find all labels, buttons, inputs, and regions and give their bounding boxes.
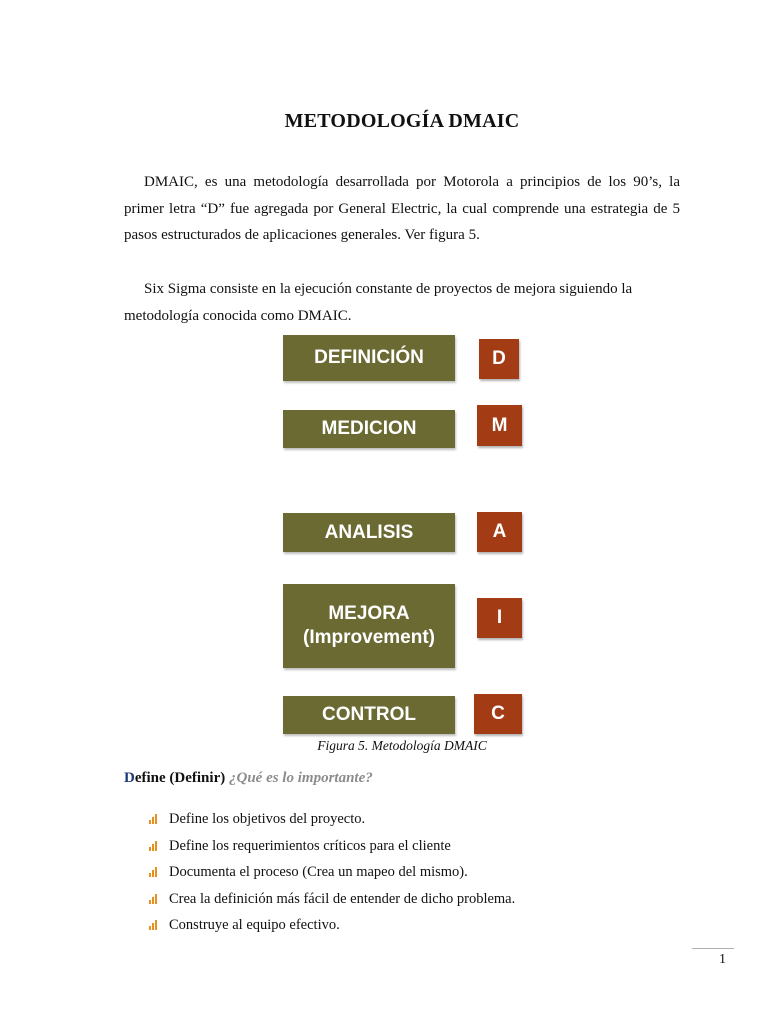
- bar-chart-icon: [148, 814, 160, 824]
- page-number: 1: [719, 952, 726, 967]
- bar-chart-icon: [148, 894, 160, 904]
- bar-chart-icon: [148, 920, 160, 930]
- letter-i: I: [477, 598, 522, 638]
- footer-divider: [692, 948, 734, 949]
- define-heading-rest: efine (Definir): [134, 770, 226, 786]
- six-sigma-paragraph: [124, 276, 680, 329]
- letter-d: D: [479, 339, 519, 379]
- bullet-text: Define los objetivos del proyecto.: [169, 811, 366, 827]
- bullet-text: Crea la definición más fácil de entender de dicho problema.: [169, 890, 516, 907]
- step-mejora: [283, 584, 455, 668]
- define-heading: [124, 770, 373, 787]
- list-item: [148, 859, 515, 886]
- step-medicion: MEDICION: [283, 410, 455, 448]
- step-definicion: DEFINICIÓN: [283, 335, 455, 381]
- step-mejora-line-1: MEJORA: [328, 603, 410, 624]
- letter-m: M: [477, 405, 522, 446]
- six-sigma-line-2: metodología conocida como DMAIC.: [124, 307, 352, 324]
- bar-chart-icon: [148, 841, 160, 851]
- letter-c: C: [474, 694, 522, 734]
- list-item: [148, 886, 515, 913]
- letter-a: A: [477, 512, 522, 552]
- list-item: [148, 833, 515, 860]
- step-mejora-line-2: (Improvement): [303, 627, 435, 648]
- page-title: METODOLOGÍA DMAIC: [284, 110, 520, 132]
- define-bullet-list: [148, 806, 515, 939]
- figure-caption: Figura 5. Metodología DMAIC: [317, 738, 487, 753]
- define-initial: D: [124, 770, 135, 786]
- bar-chart-icon: [148, 867, 160, 877]
- list-item: [148, 912, 515, 939]
- step-control: CONTROL: [283, 696, 455, 734]
- define-question: ¿Qué es lo importante?: [228, 770, 373, 786]
- bullet-text: Documenta el proceso (Crea un mapeo del mismo).: [169, 864, 468, 880]
- intro-paragraph: DMAIC, es una metodología desarrollada por Motorola a principios de los 90’s, la primer letra “D” fue agregada por General Electric, la cual comprende una estrategia de 5 pasos estructurados de aplicaciones generales. Ver figura 5.: [124, 174, 680, 243]
- bullet-text: Construye al equipo efectivo.: [169, 917, 340, 933]
- bullet-text: Define los requerimientos críticos para el cliente: [169, 837, 451, 854]
- step-analisis: ANALISIS: [283, 513, 455, 552]
- six-sigma-line-1: Six Sigma consiste en la ejecución constante de proyectos de mejora siguiendo la: [144, 281, 633, 297]
- list-item: [148, 806, 515, 833]
